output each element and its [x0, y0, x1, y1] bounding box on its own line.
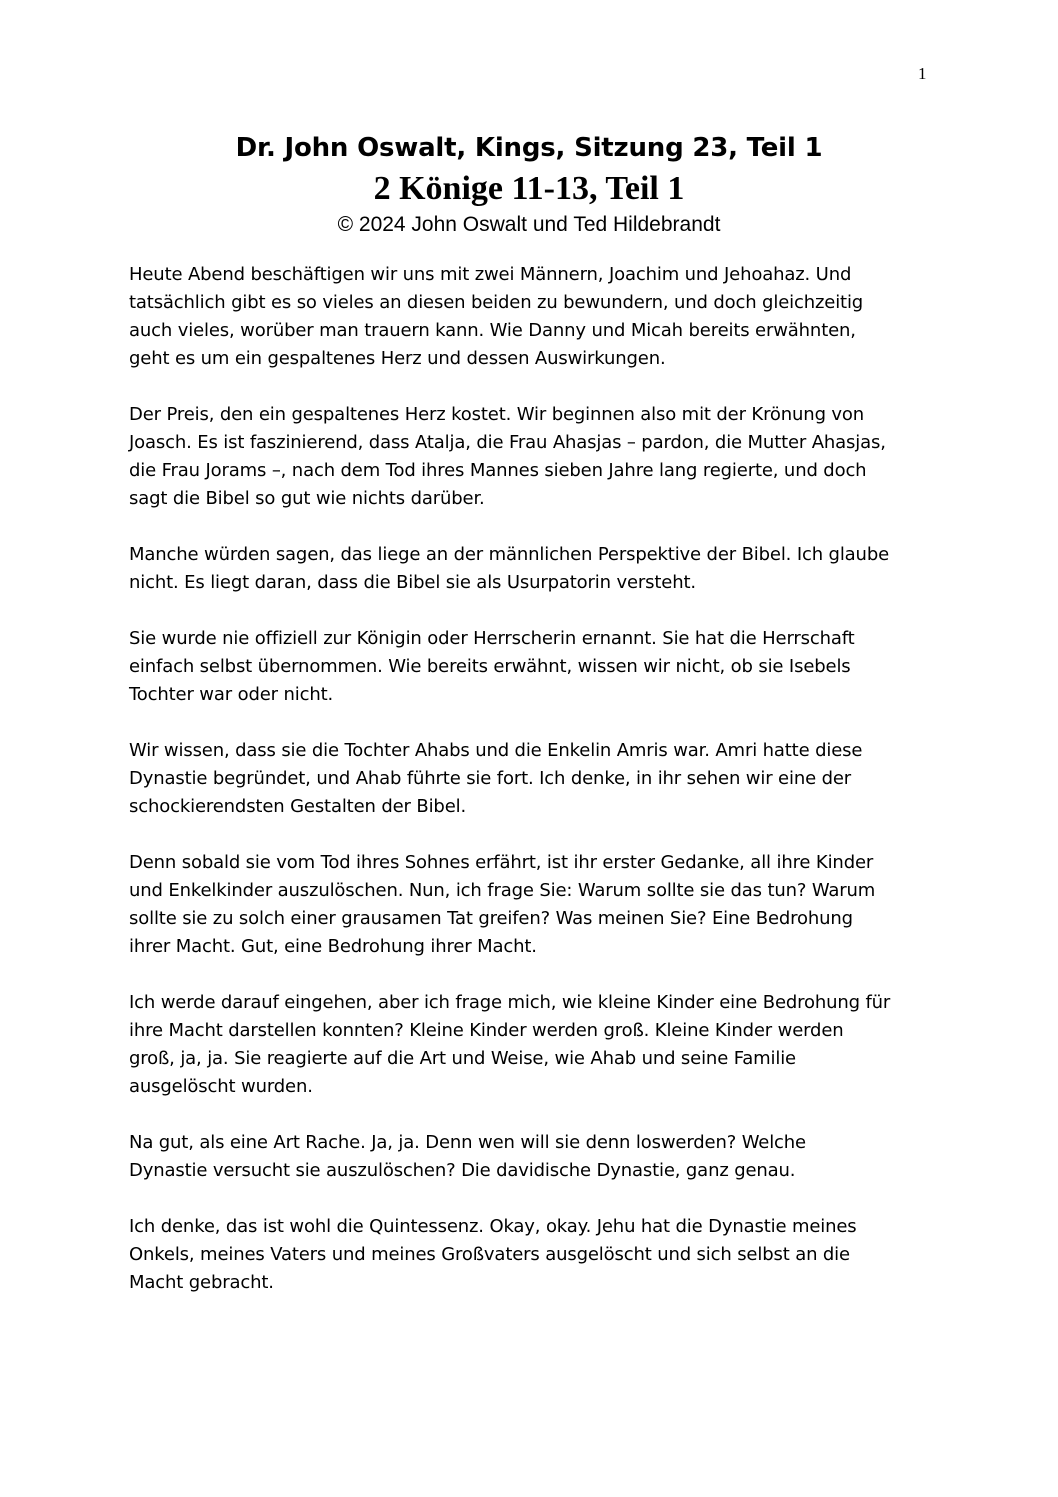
page-number: 1	[918, 64, 927, 83]
document-header	[0, 128, 1058, 240]
paragraph: Manche würden sagen, das liege an der männlichen Perspektive der Bibel. Ich glaube nicht. Es liegt daran, dass die Bibel sie als Usurpatorin versteht.	[129, 544, 890, 593]
transcript-body	[129, 261, 935, 1325]
paragraph: Der Preis, den ein gespaltenes Herz kostet. Wir beginnen also mit der Krönung von Joasch. Es ist faszinierend, dass Atalja, die Frau Ahasjas – pardon, die Mutter Ahasjas, die Frau Jorams –, nach dem Tod ihres Mannes sieben Jahre lang regierte, und doch sagt die Bibel so gut wie nichts darüber.	[129, 404, 886, 509]
paragraph: Sie wurde nie offiziell zur Königin oder Herrscherin ernannt. Sie hat die Herrschaft einfach selbst übernommen. Wie bereits erwähnt, wissen wir nicht, ob sie Isebels Tochter war oder nicht.	[129, 628, 855, 705]
paragraph: Wir wissen, dass sie die Tochter Ahabs und die Enkelin Amris war. Amri hatte diese Dynastie begründet, und Ahab führte sie fort. Ich denke, in ihr sehen wir eine der schockierendsten Gestalten der Bibel.	[129, 740, 863, 817]
paragraph: Denn sobald sie vom Tod ihres Sohnes erfährt, ist ihr erster Gedanke, all ihre Kinder und Enkelkinder auszulöschen. Nun, ich frage Sie: Warum sollte sie das tun? Warum sollte sie zu solch einer grausamen Tat greifen? Was meinen Sie? Eine Bedrohung ihrer Macht. Gut, eine Bedrohung ihrer Macht.	[129, 852, 876, 957]
document-title: Dr. John Oswalt, Kings, Sitzung 23, Teil 1	[235, 133, 823, 163]
document-subtitle: 2 Könige 11-13, Teil 1	[373, 170, 685, 207]
copyright-line: © 2024 John Oswalt und Ted Hildebrandt	[337, 213, 721, 236]
paragraph: Ich denke, das ist wohl die Quintessenz. Okay, okay. Jehu hat die Dynastie meines Onkels, meines Vaters und meines Großvaters ausgelöscht und sich selbst an die Macht gebracht.	[129, 1216, 857, 1293]
paragraph: Heute Abend beschäftigen wir uns mit zwei Männern, Joachim und Jehoahaz. Und tatsächlich gibt es so vieles an diesen beiden zu bewundern, und doch gleichzeitig auch vieles, worüber man trauern kann. Wie Danny und Micah bereits erwähnten, geht es um ein gespaltenes Herz und dessen Auswirkungen.	[129, 264, 864, 369]
paragraph: Na gut, als eine Art Rache. Ja, ja. Denn wen will sie denn loswerden? Welche Dynastie versucht sie auszulöschen? Die davidische Dynastie, ganz genau.	[129, 1132, 806, 1181]
paragraph: Ich werde darauf eingehen, aber ich frage mich, wie kleine Kinder eine Bedrohung für ihre Macht darstellen konnten? Kleine Kinder werden groß. Kleine Kinder werden groß, ja, ja. Sie reagierte auf die Art und Weise, wie Ahab und seine Familie ausgelöscht wurden.	[129, 992, 891, 1097]
